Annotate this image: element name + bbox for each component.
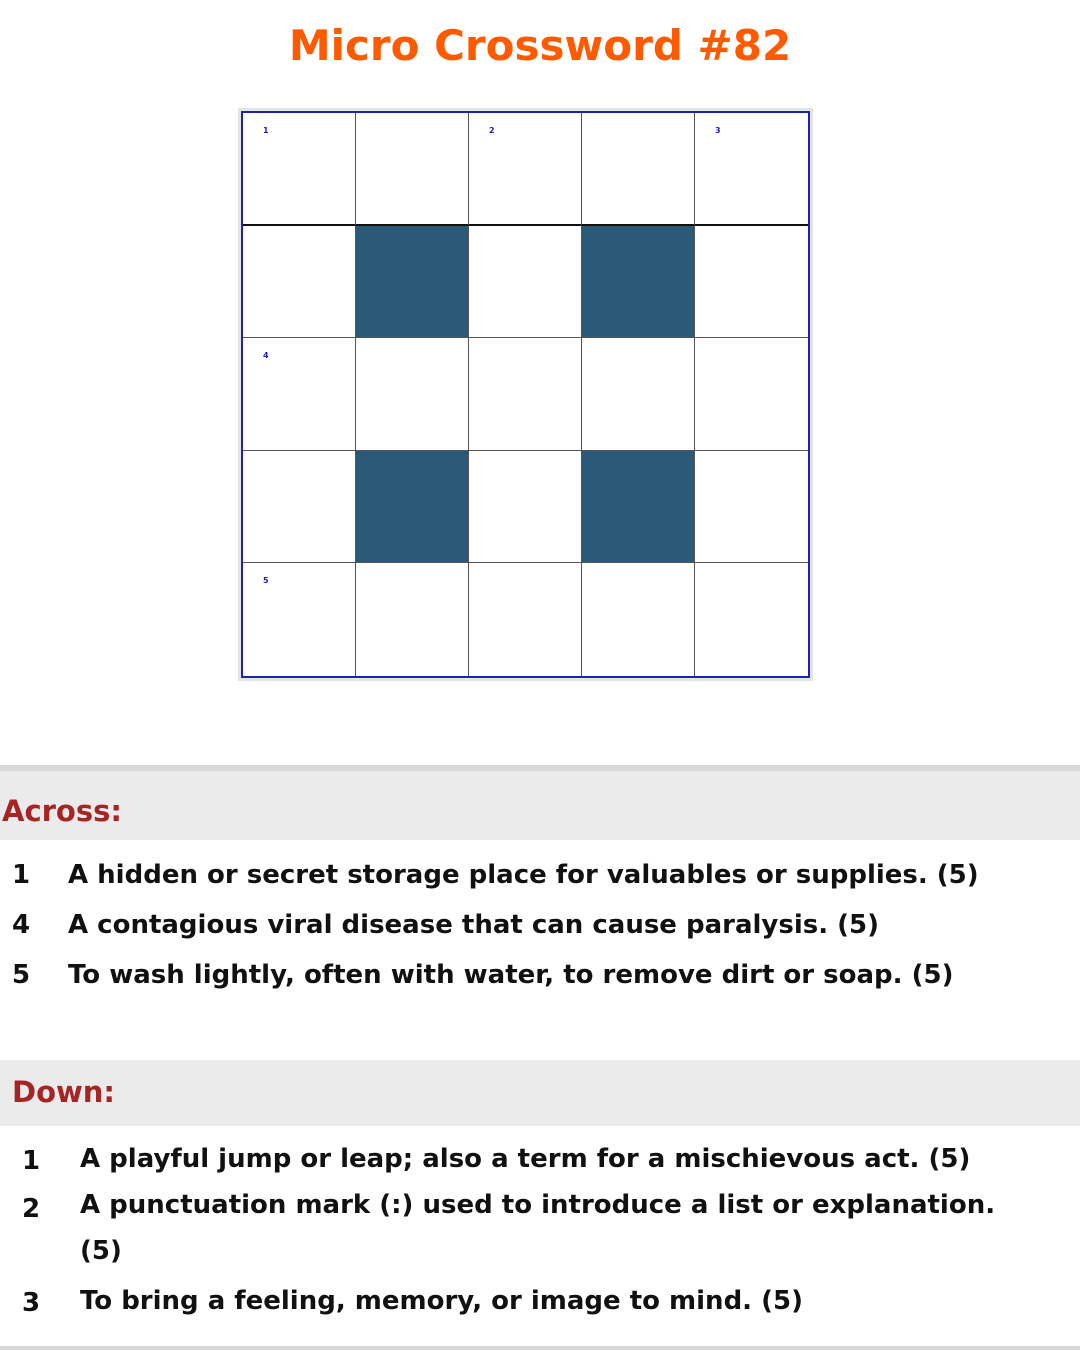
clue-number: 5 (12, 960, 31, 990)
cell-number: 1 (263, 126, 269, 135)
puzzle-title: Micro Crossword #82 (288, 21, 792, 70)
black-square (356, 451, 469, 564)
clue-text: To bring a feeling, memory, or image to mind. (5) (80, 1286, 803, 1316)
black-square (356, 226, 469, 339)
down-clue-2[interactable] (0, 1182, 1080, 1274)
grid-cell[interactable] (243, 113, 356, 226)
down-clue-1[interactable] (0, 1136, 1080, 1182)
cell-number: 2 (489, 126, 495, 135)
grid-cell[interactable] (469, 338, 582, 451)
grid-cell[interactable] (243, 226, 356, 339)
grid-cell[interactable] (469, 113, 582, 226)
grid-cell[interactable] (356, 563, 469, 676)
grid-cell[interactable] (469, 451, 582, 564)
clue-text: A hidden or secret storage place for valuables or supplies. (5) (68, 860, 979, 890)
across-heading: Across: (2, 794, 122, 828)
across-clue-5[interactable] (0, 950, 1080, 1000)
clue-number: 4 (12, 910, 31, 940)
cell-number: 4 (263, 351, 269, 361)
clue-text: To wash lightly, often with water, to remove dirt or soap. (5) (68, 960, 954, 990)
grid-cell[interactable] (582, 338, 695, 451)
down-clue-3[interactable] (0, 1278, 1080, 1324)
clue-number: 2 (22, 1194, 41, 1224)
grid-cell[interactable] (695, 226, 808, 339)
grid-cell[interactable] (469, 226, 582, 339)
clue-number: 1 (12, 860, 31, 890)
grid-cell[interactable] (582, 113, 695, 226)
grid-cell[interactable] (695, 451, 808, 564)
across-clue-list (0, 850, 1080, 1000)
clue-text: A playful jump or leap; also a term for a mischievous act. (5) (80, 1144, 971, 1174)
grid-cell[interactable] (695, 338, 808, 451)
grid-cell[interactable] (695, 113, 808, 226)
clue-text: A contagious viral disease that can cause paralysis. (5) (68, 910, 880, 940)
grid-cell[interactable] (243, 563, 356, 676)
grid-cell[interactable] (356, 338, 469, 451)
across-clue-4[interactable] (0, 900, 1080, 950)
down-header (0, 1060, 1080, 1126)
crossword-grid (241, 111, 810, 678)
grid-cell[interactable] (695, 563, 808, 676)
across-clue-1[interactable] (0, 850, 1080, 900)
down-clue-list (0, 1136, 1080, 1324)
cell-number: 3 (715, 126, 721, 135)
grid-cell[interactable] (243, 451, 356, 564)
crossword-grid-frame (238, 108, 813, 681)
grid-cell[interactable] (356, 113, 469, 226)
black-square (582, 451, 695, 564)
across-header (0, 765, 1080, 840)
grid-cell[interactable] (243, 338, 356, 451)
grid-cell[interactable] (469, 563, 582, 676)
black-square (582, 226, 695, 339)
down-heading: Down: (12, 1075, 116, 1109)
bottom-divider (0, 1346, 1080, 1350)
cell-number: 5 (263, 576, 269, 586)
clue-number: 3 (22, 1288, 41, 1318)
grid-cell[interactable] (582, 563, 695, 676)
clue-text: A punctuation mark (:) used to introduce a list or explanation. (5) (80, 1190, 996, 1266)
clue-number: 1 (22, 1146, 41, 1176)
